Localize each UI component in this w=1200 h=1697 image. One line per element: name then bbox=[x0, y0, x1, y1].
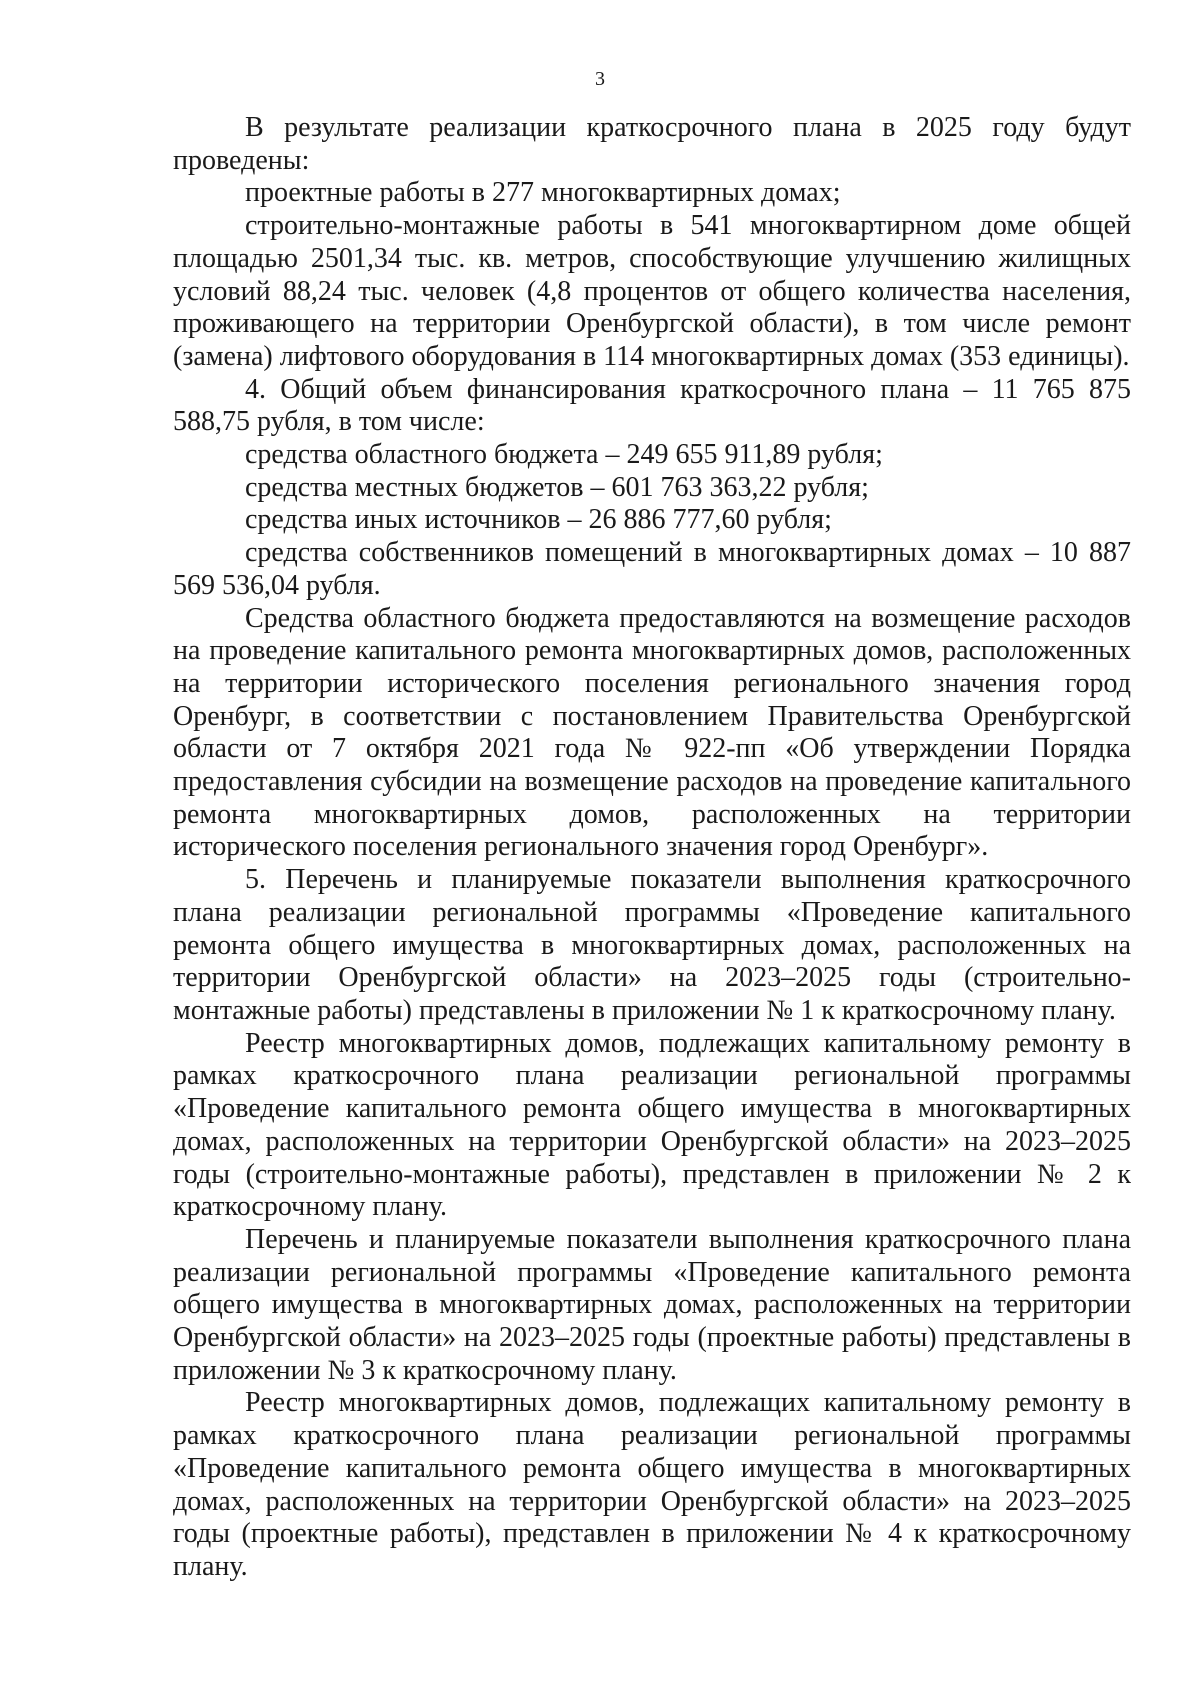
paragraph-appendix-3: Перечень и планируемые показатели выполнения краткосрочного плана реализации региональной программы «Проведение капитального ремонта общего имущества в многоквартирных домах, расположенных на территории Оренбургской области» на 2023–2025 годы (проектные работы) представлены в приложении № 3 к краткосрочному плану. bbox=[173, 1223, 1131, 1386]
document-body bbox=[173, 112, 1131, 1584]
paragraph-financing-total: 4. Общий объем финансирования краткосрочного плана – 11 765 875 588,75 рубля, в том числе: bbox=[173, 373, 1131, 438]
paragraph-local-budgets: средства местных бюджетов – 601 763 363,22 рубля; bbox=[245, 471, 869, 503]
paragraph-other-sources: средства иных источников – 26 886 777,60 рубля; bbox=[245, 504, 832, 536]
paragraph-owners-funds: средства собственников помещений в многоквартирных домах – 10 887 569 536,04 рубля. bbox=[173, 537, 1131, 601]
paragraph-design-works: проектные работы в 277 многоквартирных домах; bbox=[245, 177, 841, 209]
page-number: 3 bbox=[595, 68, 605, 90]
paragraph-appendix-2: Реестр многоквартирных домов, подлежащих капитальному ремонту в рамках краткосрочного плана реализации региональной программы «Проведение капитального ремонта общего имущества в многоквартирных домах, расположенных на территории Оренбургской области» на 2023–2025 годы (строительно-монтажные работы), представлен в приложении № 2 к краткосрочному плану. bbox=[173, 1027, 1131, 1223]
paragraph-regional-budget: средства областного бюджета – 249 655 911,89 рубля; bbox=[245, 439, 883, 471]
paragraph-regional-budget-purpose: Средства областного бюджета предоставляются на возмещение расходов на проведение капитального ремонта многоквартирных домов, расположенных на территории исторического поселения регионального значения город Оренбург, в соответствии с постановлением Правительства Оренбургской области от 7 октября 2021 года № 922-пп «Об утверждении Порядка предоставления субсидии на возмещение расходов на проведение капитального ремонта многоквартирных домов, расположенных на территории исторического поселения регионального значения город Оренбург». bbox=[173, 602, 1131, 863]
paragraph-construction-works: строительно-монтажные работы в 541 многоквартирном доме общей площадью 2501,34 тыс. кв. метров, способствующие улучшению жилищных условий 88,24 тыс. человек (4,8 процентов от общего количества населения, проживающего на территории Оренбургской области), в том числе ремонт (замена) лифтового оборудования в 114 многоквартирных домах (353 единицы). bbox=[173, 210, 1131, 372]
paragraph-appendix-4: Реестр многоквартирных домов, подлежащих капитальному ремонту в рамках краткосрочного плана реализации региональной программы «Проведение капитального ремонта общего имущества в многоквартирных домах, расположенных на территории Оренбургской области» на 2023–2025 годы (проектные работы), представлен в приложении № 4 к краткосрочному плану. bbox=[173, 1387, 1131, 1582]
paragraph-appendix-1: 5. Перечень и планируемые показатели выполнения краткосрочного плана реализации региональной программы «Проведение капитального ремонта общего имущества в многоквартирных домах, расположенных на территории Оренбургской области» на 2023–2025 годы (строительно-монтажные работы) представлены в приложении № 1 к краткосрочному плану. bbox=[173, 864, 1131, 1026]
paragraph-results-intro: В результате реализации краткосрочного плана в 2025 году будут проведены: bbox=[173, 112, 1131, 176]
